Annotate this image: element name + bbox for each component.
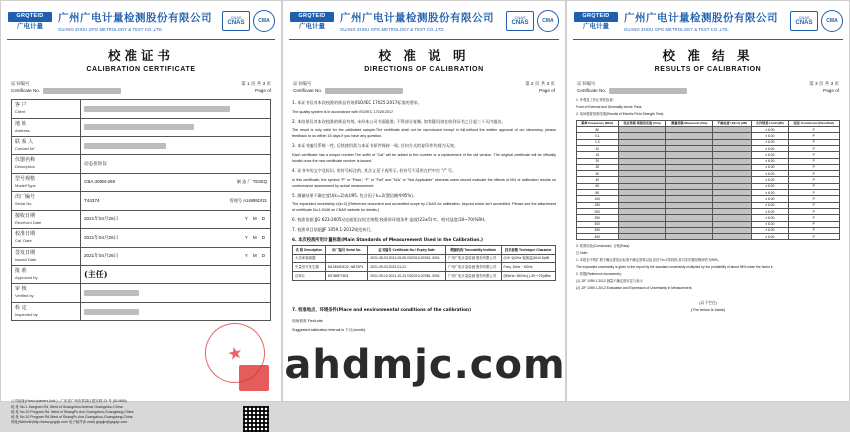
table-row <box>12 210 271 228</box>
equipno-value: A146991#21 <box>243 197 267 203</box>
row-label-en: Description <box>15 164 36 170</box>
table-row <box>12 302 271 320</box>
page3-title-en: RESULTS OF CALIBRATION <box>654 66 762 73</box>
redacted-value <box>84 143 166 149</box>
cell-limit: ± 6.00 <box>752 196 788 202</box>
approver-signature: (主任) <box>84 269 108 280</box>
cell-frequency: 250 <box>577 215 619 221</box>
page2-standards-title: 6. 本次校准所用计量标准(Main Standards of Measurement Used in the Calibration.) <box>292 238 483 244</box>
cell-technique: (0.5~1)GHz 衰减量(30±0.5)dB <box>501 254 555 263</box>
page1-certno-label-en: Certificate No. <box>11 88 41 94</box>
cell-limit: ± 6.00 <box>752 215 788 221</box>
row-value-serial: T44374 <box>84 197 100 203</box>
cell-conclusion: P <box>788 215 839 221</box>
cell-limit: ± 6.00 <box>752 221 788 227</box>
ymd-mark: Y M D <box>244 234 267 240</box>
cnas-badge-top: CNAS <box>514 15 526 20</box>
cell-conclusion: P <box>788 196 839 202</box>
footer-line: 地 址 No.10 Program Rd,West of ShangPu Ave,Guangzhou,Guangdong,China <box>11 415 133 420</box>
page3-header <box>567 1 849 39</box>
seal-star-icon: ★ <box>225 342 245 365</box>
section1-title: 1. 外观及工作正常性检查: <box>576 98 614 103</box>
page3-page-label: 第 3 页 共 3 页 <box>809 81 839 86</box>
cell-frequency: 200 <box>577 208 619 214</box>
cnas-badge-top: CNAS <box>798 15 810 20</box>
row-label-en: Model/Type <box>15 182 36 188</box>
row-label-cn: 型号规格 <box>15 175 36 182</box>
accreditation-marks <box>790 10 843 32</box>
page1-page-label: 第 1 页 共 3 页 <box>241 81 271 86</box>
page2-page-label: 第 2 页 共 3 页 <box>525 81 555 86</box>
page2-page-en: Page of <box>539 88 555 94</box>
table-row <box>293 263 556 272</box>
logo-bottom-text: 广电计量 <box>583 22 609 30</box>
cell-limit: ± 6.00 <box>752 127 788 133</box>
qr-code-icon <box>243 406 269 432</box>
conclusion-title: 3. 校准结论(Conclusion): 合格(Pass) <box>576 244 630 249</box>
row-label-cn: 联 系 人 <box>15 139 34 146</box>
section2-title: 2. 电场强度校准结果(Results of Electric Field Strength Test): <box>576 112 664 117</box>
blank-note-en: (The below is blank) <box>691 307 725 312</box>
row-value-description: 动态扭矩仪 <box>81 155 271 173</box>
cell-limit: ± 6.00 <box>752 171 788 177</box>
cell-institute: 广州广电计量检测 股份有限公司 <box>445 254 501 263</box>
page2-header <box>283 1 565 39</box>
table-row <box>293 254 556 263</box>
cell-frequency: 80 <box>577 127 619 133</box>
logo-bottom-text: 广电计量 <box>17 22 43 30</box>
redacted-value <box>84 124 194 130</box>
note-line: (2) JJF 1059.1-2012 Evaluation and Expression of Uncertainty in Measurement. <box>576 286 693 291</box>
page2-place-body <box>292 319 556 334</box>
page2-body <box>292 100 556 233</box>
cell-conclusion: P <box>788 202 839 208</box>
page2-title-cn: 校 准 说 明 <box>378 48 470 63</box>
cell-conclusion: P <box>788 127 839 133</box>
col-description: 名 称 Description <box>293 246 326 254</box>
table-header-row <box>293 246 556 254</box>
page2-certno-redacted <box>325 88 403 94</box>
col-measured: 测量场强 Measured (V/m) <box>666 121 713 127</box>
ymd-mark: Y M D <box>244 253 267 259</box>
cell-serialno: MT365P7603 <box>325 272 368 281</box>
row-label-en: Contact Inf <box>15 146 35 152</box>
body-paragraph: Each certificate has a unique number.The suffix of "Cal" will be added to the number or a replacement of the old version. The original certificate will be officially invalid once the new certificate number is issued. <box>292 153 556 164</box>
cnas-badge-bottom: CNAS <box>511 20 529 26</box>
header-divider <box>289 39 559 40</box>
footer-line: 网址(Website)http://www.gzgdjc.com 电子邮件(E-mail) gzgdjc@gzgdjc.com <box>11 420 128 425</box>
note-line: (1) JJF 1059.1-2012 测量不确定度评定与表示 <box>576 279 643 284</box>
page1-header <box>1 1 281 39</box>
cnas-badge-icon <box>222 11 250 31</box>
cell-limit: ± 6.00 <box>752 152 788 158</box>
cell-frequency: 0.1 <box>577 133 619 139</box>
company-cn-name: 广州广电计量检测股份有限公司 <box>58 12 212 24</box>
row-value-model: CBA 400M-260 <box>84 179 116 185</box>
accreditation-marks <box>222 10 275 32</box>
cell-conclusion: P <box>788 145 839 151</box>
cell-technique: (50kHz~18GHz) (-30~+20)dBm <box>501 272 555 281</box>
row-value-issued: 2021年04月26日 <box>84 253 119 259</box>
cell-institute: 广州广电计量检测 股份有限公司 <box>445 272 501 281</box>
note-line: 注 Note: <box>576 251 589 256</box>
cell-conclusion: P <box>788 152 839 158</box>
page-calibration-certificate <box>0 0 282 425</box>
col-conclusion: 结论 Conclusion (Pass/Fail) <box>788 121 839 127</box>
cell-limit: ± 6.00 <box>752 202 788 208</box>
cell-frequency: 80 <box>577 190 619 196</box>
ymd-mark: Y M D <box>244 216 267 222</box>
page1-info-table <box>11 99 271 321</box>
row-label-en: Serial No. <box>15 201 33 207</box>
cell-serialno <box>325 254 368 263</box>
cell-limit: ± 6.00 <box>752 145 788 151</box>
cell-technique: Freq. 1kHz ~ 6GHz <box>501 263 555 272</box>
page1-certno-redacted <box>43 88 121 94</box>
cell-frequency: 10 <box>577 145 619 151</box>
cell-conclusion: P <box>788 221 839 227</box>
body-paragraph: 现场校准 Field-site <box>292 318 323 323</box>
row-label-cn: 出厂编号 <box>15 194 36 201</box>
cell-conclusion: P <box>788 190 839 196</box>
cnas-badge-bottom: CNAS <box>795 20 813 26</box>
company-en-name: GUANG ZHOU GPG METROLOGY & TEST CO.,LTD. <box>340 27 445 32</box>
manufacturer-value: TESEQ <box>252 179 267 185</box>
footer-line: 公司地址(Head quarters Add.) : 广东省广州市萝岗区建安路 23 号 (510656) <box>11 399 127 404</box>
cnas-badge-top: CNAS <box>230 15 242 20</box>
col-institute: 溯源机构 Traceability Institute <box>445 246 501 254</box>
cell-serialno: M12494DE22- NB7SP1 <box>325 263 368 272</box>
cma-badge-icon: CMA <box>253 10 275 32</box>
page3-page-en: Page of <box>823 88 839 94</box>
row-label-en: Client <box>15 109 26 115</box>
cell-frequency: 400 <box>577 234 619 240</box>
blank-note-cn: (以下空白) <box>699 300 717 305</box>
body-paragraph: The result is only valid for the calibrated sample.The certificate shall not be reproduced except in full,without the written approval of our laboratory, please feedback to us within 15 days if you have any question. <box>292 128 556 139</box>
company-logo <box>289 6 335 36</box>
cell-conclusion: P <box>788 139 839 145</box>
redacted-value <box>84 309 139 315</box>
body-paragraph: 2. 本结果仅对本次校准的样品有效, 未经本公司书面批准, 不得部分复制, 如有疑问请在收到证书之日起三十天内提出。 <box>292 118 506 124</box>
table-row <box>12 284 271 302</box>
table-row <box>12 118 271 136</box>
company-cn-name: 广州广电计量检测股份有限公司 <box>624 12 778 24</box>
page3-certno-label-cn: 证书编号 <box>577 81 596 86</box>
page2-title-en: DIRECTIONS OF CALIBRATION <box>364 66 484 73</box>
col-technique: 技术参数 Technique Character <box>501 246 555 254</box>
col-limit: 允许误差 Limit (dB) <box>752 121 788 127</box>
page1-footer <box>11 399 271 425</box>
note-line: 2. 依据(Reference documents): <box>576 272 622 277</box>
page-directions-of-calibration <box>282 0 566 402</box>
company-names <box>624 10 785 32</box>
logo-top-text: GRQTEID <box>574 12 618 22</box>
cell-certificateno: 2021-08-03 2021-09-05 GD2010-00763- 0001 <box>368 254 446 263</box>
row-label-cn: 签发日期 <box>15 249 36 256</box>
body-paragraph: Suggested calibration interval is 个月(month). <box>292 327 367 332</box>
row-label-cn: 检 定 <box>15 304 27 311</box>
page-results-of-calibration <box>566 0 850 402</box>
company-en-name: GUANG ZHOU GPG METROLOGY & TEST CO.,LTD. <box>58 27 163 32</box>
body-paragraph: 6. 校准依据 JJG 623-2005动态扭矩仪检定规程;校准时环境条件:温度(23±5)℃、相对湿度(30~70)%RH。 <box>292 217 489 223</box>
table-row <box>12 192 271 210</box>
header-divider <box>573 39 843 40</box>
page2-certno-label-cn: 证书编号 <box>293 81 312 86</box>
row-value <box>81 118 271 136</box>
row-value <box>81 137 271 155</box>
page1-title-en: CALIBRATION CERTIFICATE <box>86 66 196 73</box>
row-label-cn: 批 准 <box>15 268 27 275</box>
page1-page-en: Page of <box>255 88 271 94</box>
page3-certno-block <box>577 80 839 94</box>
col-frequency: 频率 Frequency (MHz) <box>577 121 619 127</box>
cma-badge-icon: CMA <box>537 10 559 32</box>
page3-section1 <box>576 98 840 117</box>
company-en-name: GUANG ZHOU GPG METROLOGY & TEST CO.,LTD. <box>624 27 729 32</box>
table-row <box>12 137 271 155</box>
footer-line: 地 址 No.1 Jiangnan Rd, West of Guangzhou Avenue Guangzhou China <box>11 404 123 409</box>
body-paragraph: 5. 测量结果不确定度U(k=2)或U95, 包含因子k=2(置信概率95%)。 <box>292 192 417 198</box>
cell-measured <box>666 234 713 240</box>
row-label-en: Cal. Date <box>15 238 32 244</box>
section1-en: Form of External and Generality check: Pass <box>576 105 642 110</box>
body-paragraph: The quality system is in accordance with ISO/IEC 17025:2017. <box>292 109 395 114</box>
cell-frequency: 50 <box>577 183 619 189</box>
row-label-cn: 校准日期 <box>15 231 36 238</box>
row-label-en: Inspected by <box>15 311 38 317</box>
cell-frequency: 20 <box>577 158 619 164</box>
body-paragraph: The expanded uncertainty U(k=2) (Reference document and accredited scope by CNAS for calibration, beyond which isn't accredited. Please see the attachment of certificate No.1:0446 on CNAS website for details.) <box>292 202 556 213</box>
page1-seal-area <box>11 321 271 395</box>
col-serialno: 出厂编号 Serial No. <box>325 246 368 254</box>
cell-conclusion: P <box>788 234 839 240</box>
logo-bottom-text: 广电计量 <box>299 22 325 30</box>
row-label-en: Received Date <box>15 219 42 225</box>
cell-institute: 广州广电计量检测 股份有限公司 <box>445 263 501 272</box>
table-row <box>12 173 271 191</box>
page2-certno-label-en: Certificate No. <box>293 88 323 94</box>
redacted-value <box>84 290 139 296</box>
row-label-en: Issued Date <box>15 256 37 262</box>
table-row <box>12 155 271 173</box>
manufacturer-label-cn: 制 造 厂 <box>236 179 252 185</box>
cell-conclusion: P <box>788 164 839 170</box>
cell-certificateno: 2021-09-03 2022-01-21 <box>368 263 446 272</box>
cell-limit: ± 6.00 <box>752 133 788 139</box>
table-row <box>12 229 271 247</box>
page3-title-cn: 校 准 结 果 <box>662 48 754 63</box>
cell-frequency: 30 <box>577 171 619 177</box>
page3-certno-label-en: Certificate No. <box>577 88 607 94</box>
row-label-en: Verified by <box>15 293 34 299</box>
accreditation-marks <box>506 10 559 32</box>
cnas-badge-bottom: CNAS <box>227 20 245 26</box>
cell-setfield <box>618 234 666 240</box>
cell-limit: ± 6.00 <box>752 183 788 189</box>
table-row <box>12 266 271 284</box>
cell-frequency: 100 <box>577 196 619 202</box>
cnas-badge-icon <box>790 11 818 31</box>
cell-conclusion: P <box>788 227 839 233</box>
cell-frequency: 1.0 <box>577 139 619 145</box>
cell-limit: ± 6.00 <box>752 164 788 170</box>
note-line: The expanded uncertainty is given in the report by the standard uncertainty multiplied by the probability of about 95% when the factor k. <box>576 265 774 270</box>
cell-frequency: 40 <box>577 177 619 183</box>
cell-conclusion: P <box>788 177 839 183</box>
row-value <box>81 100 271 118</box>
header-divider <box>7 39 275 40</box>
company-names <box>340 10 501 32</box>
logo-top-text: GRQTEID <box>8 12 52 22</box>
col-uncertainty: 不确定度 U(k=2) (dB) <box>713 121 752 127</box>
row-value-caldate: 2021年04月26日 <box>84 234 119 240</box>
cell-frequency: 300 <box>577 221 619 227</box>
cell-description: 功率计 <box>293 272 326 281</box>
page2-standards-table <box>292 245 556 280</box>
cell-limit: ± 6.00 <box>752 227 788 233</box>
row-label-en: Address <box>15 127 30 133</box>
body-paragraph: 3. 本证书编号系唯一性, 后续使用需与本证书原件保持一致, 任何方式的复印件均视为无效。 <box>292 143 458 149</box>
page1-certno-label-cn: 证书编号 <box>11 81 30 86</box>
cell-conclusion: P <box>788 183 839 189</box>
cell-limit: ± 6.00 <box>752 190 788 196</box>
cell-limit: ± 6.00 <box>752 208 788 214</box>
row-label-cn: 审 核 <box>15 286 27 293</box>
row-value-received: 2021年04月26日 <box>84 216 119 222</box>
col-certificateno: 证书编号 Certificate No./ Expiry Date <box>368 246 446 254</box>
redacted-value <box>84 106 230 112</box>
cell-conclusion: P <box>788 171 839 177</box>
row-label-cn: 地 址 <box>15 120 27 127</box>
page1-certno-block <box>11 80 271 94</box>
note-line: 1. 本报告中的扩展不确定度是由标准不确定度乘以包含因子k=2得到的,其对应的置信概率约为95%。 <box>576 258 722 263</box>
page2-certno-block <box>293 80 555 94</box>
watermark-text: ahdmjc.com <box>284 342 566 388</box>
table-row <box>12 247 271 265</box>
company-logo <box>573 6 619 36</box>
body-paragraph: 7. 校准项目依据JJF 1059.1-2012规范执行。 <box>292 226 375 232</box>
cell-limit: ± 6.00 <box>752 139 788 145</box>
cell-frequency: 150 <box>577 202 619 208</box>
footer-line: 地 址 No.10 Program Rd. West of ShangPu Ave,Guangzhou,Guangdong,China <box>11 409 134 414</box>
company-names <box>58 10 217 32</box>
cell-certificateno: 2021-09-10 2021-10-23 GD2010-00786- 0001 <box>368 272 446 281</box>
table-row <box>12 100 271 118</box>
company-cn-name: 广州广电计量检测股份有限公司 <box>340 12 494 24</box>
cell-frequency: 15 <box>577 152 619 158</box>
cma-badge-icon: CMA <box>821 10 843 32</box>
cnas-badge-icon <box>506 11 534 31</box>
cell-conclusion: P <box>788 133 839 139</box>
cell-conclusion: P <box>788 208 839 214</box>
cell-description: 失量信号发生器 <box>293 263 326 272</box>
row-label-en: Approved by <box>15 275 38 281</box>
cell-limit: ± 6.00 <box>752 234 788 240</box>
row-label-cn: 接收日期 <box>15 212 36 219</box>
row-label-cn: 仪器名称 <box>15 157 36 164</box>
cell-description: 大功率衰减器 <box>293 254 326 263</box>
body-paragraph: 4. 证书中的文字及标识, 用符号标注的, 其含义见下表所示, 若符号不适用在栏中打 "/" 号。 <box>292 168 457 174</box>
cell-limit: ± 6.00 <box>752 158 788 164</box>
body-paragraph: In this certificate, the symbol "P" or "Pass", "F" or "Fail" and "N/A" or "Not Applicable" whereas users should evaluate the effects of MU of calibration results on conformance assessment by actual measurement. <box>292 177 556 188</box>
page2-place-title: 7. 校准地点、环境条件(Place and environmental conditions of the calibration) <box>292 307 472 313</box>
page3-notes <box>576 244 840 291</box>
red-stamp-block-icon <box>239 365 269 391</box>
cell-frequency: 25 <box>577 164 619 170</box>
page3-certno-redacted <box>609 88 687 94</box>
company-logo <box>7 6 53 36</box>
cell-frequency: 350 <box>577 227 619 233</box>
page3-results-table <box>576 120 840 240</box>
col-setfield: 设定场强 场强设定值 (V/m) <box>618 121 666 127</box>
row-label-cn: 客 户 <box>15 102 27 109</box>
table-row <box>577 234 840 240</box>
cell-uncertainty <box>713 234 752 240</box>
page1-title-cn: 校准证书 <box>107 48 174 63</box>
cell-conclusion: P <box>788 158 839 164</box>
table-row <box>293 272 556 281</box>
equipno-label-cn: 管理号 <box>229 197 243 203</box>
logo-top-text: GRQTEID <box>290 12 334 22</box>
body-paragraph: 1. 本证书仅对本次校准的样品有效(ISO/IEC 17025:2017标准的要求。 <box>292 100 422 106</box>
cell-limit: ± 6.00 <box>752 177 788 183</box>
